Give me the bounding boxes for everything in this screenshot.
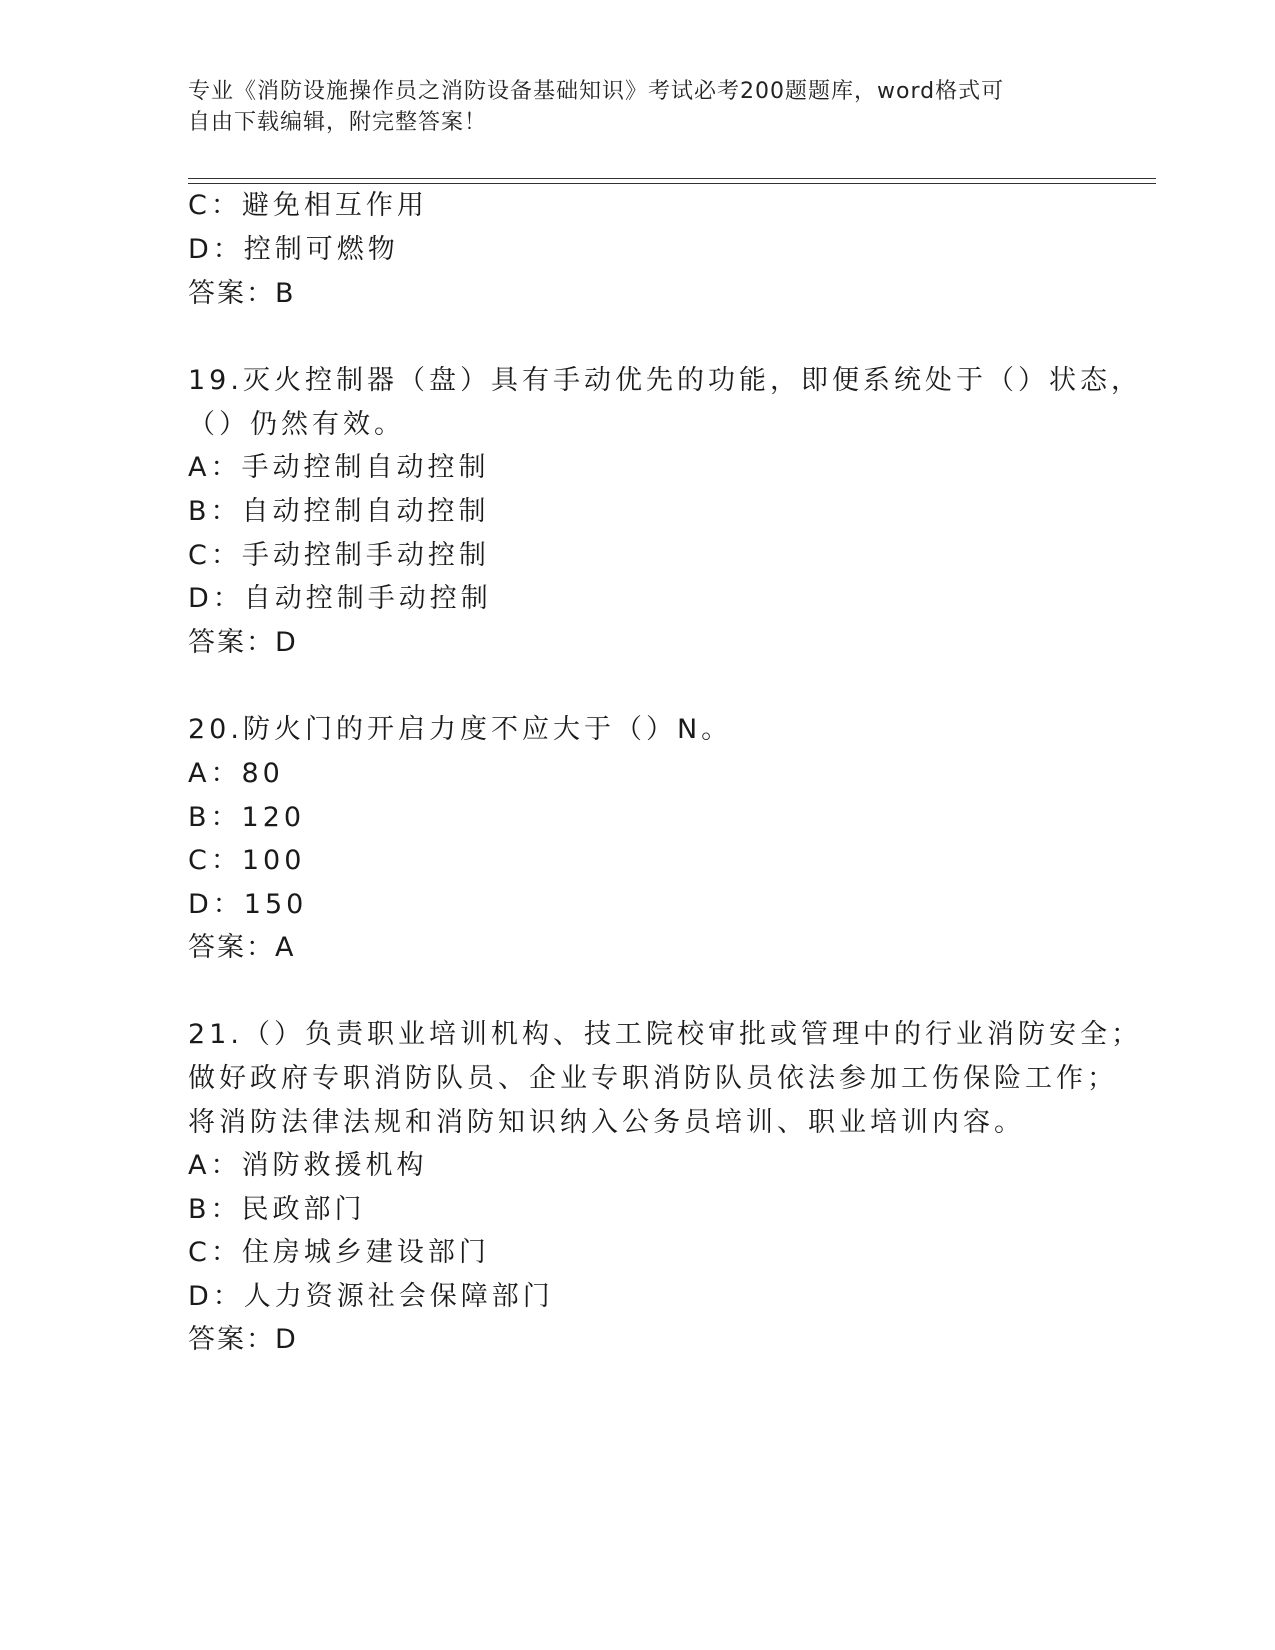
- q20-option-a: A：80: [188, 758, 284, 789]
- q21-option-d: D：人力资源社会保障部门: [188, 1281, 554, 1312]
- q21-option-a: A：消防救援机构: [188, 1150, 428, 1181]
- q20-option-c: C：100: [188, 845, 306, 876]
- q21-option-c: C：住房城乡建设部门: [188, 1237, 490, 1268]
- prev-option-c: C：避免相互作用: [188, 190, 428, 221]
- q21-stem-line-2: 做好政府专职消防队员、企业专职消防队员依法参加工伤保险工作；: [188, 1063, 1118, 1094]
- q21-answer: 答案：D: [188, 1324, 298, 1355]
- q19-option-c: C：手动控制手动控制: [188, 540, 490, 571]
- q20-stem-line-1: 20.防火门的开启力度不应大于（）N。: [188, 714, 733, 745]
- header-line-1: 专业《消防设施操作员之消防设备基础知识》考试必考200题题库，word格式可: [188, 79, 1005, 104]
- q19-stem-line-1: 19.灭火控制器（盘）具有手动优先的功能，即便系统处于（）状态，: [188, 365, 1142, 396]
- q19-stem-line-2: （）仍然有效。: [188, 409, 405, 440]
- q20-option-d: D：150: [188, 889, 308, 920]
- q20-answer: 答案：A: [188, 932, 296, 963]
- header-divider-top: [188, 178, 1156, 179]
- prev-option-d: D：控制可燃物: [188, 234, 399, 265]
- header-line-2: 自由下载编辑，附完整答案！: [188, 110, 488, 135]
- q21-option-b: B：民政部门: [188, 1194, 366, 1225]
- q19-option-d: D：自动控制手动控制: [188, 583, 492, 614]
- q21-stem-line-1: 21.（）负责职业培训机构、技工院校审批或管理中的行业消防安全；: [188, 1019, 1142, 1050]
- q19-option-b: B：自动控制自动控制: [188, 496, 490, 527]
- q19-option-a: A：手动控制自动控制: [188, 452, 490, 483]
- document-header: [188, 76, 1088, 138]
- q20-option-b: B：120: [188, 802, 306, 833]
- q19-answer: 答案：D: [188, 627, 298, 658]
- q21-stem-line-3: 将消防法律法规和消防知识纳入公务员培训、职业培训内容。: [188, 1107, 1025, 1138]
- prev-answer: 答案：B: [188, 278, 296, 309]
- header-divider-bottom: [188, 183, 1156, 184]
